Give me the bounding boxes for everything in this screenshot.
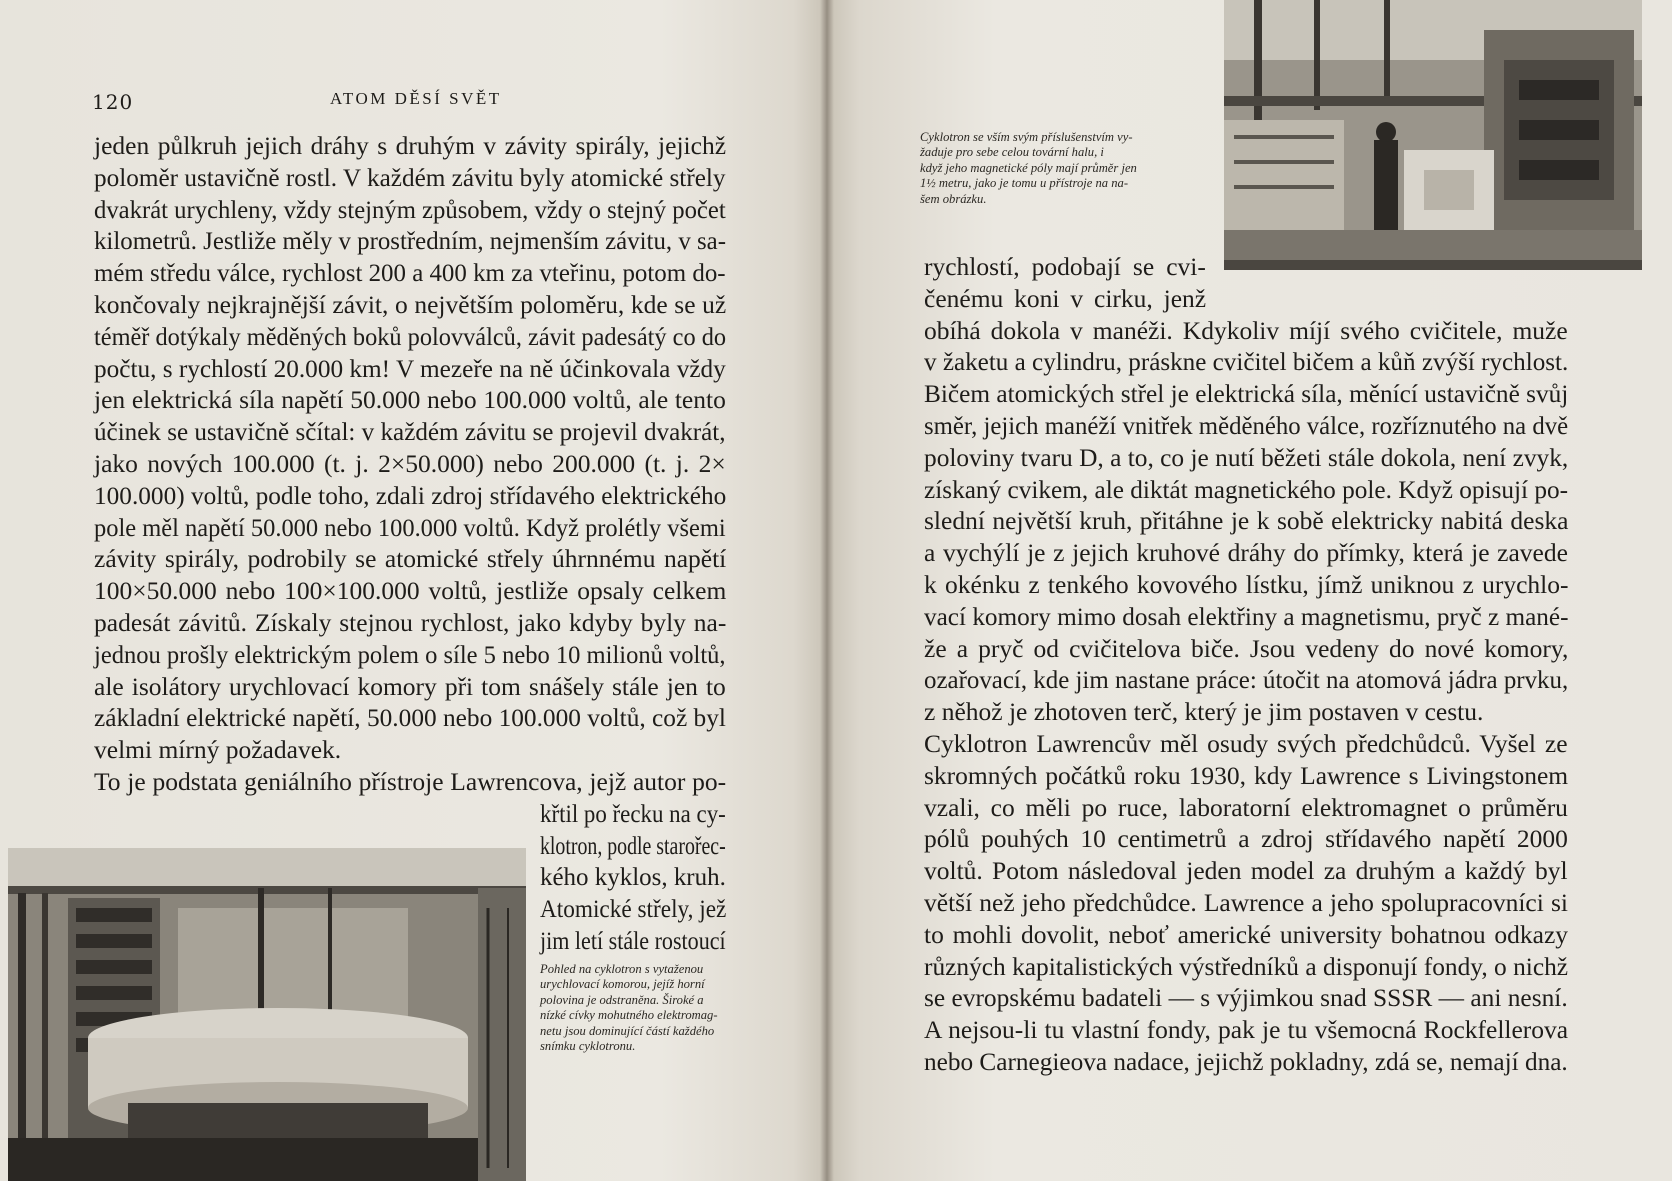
text-line: velmi mírný požadavek. xyxy=(94,735,342,765)
text-line: dvakrát urychleny, vždy stejným způsobem, vždy o stejný počet xyxy=(94,194,726,224)
text-line: získaný cvikem, ale diktát magnetického pole. Když opisují po- xyxy=(924,474,1569,504)
text-line: padesát závitů. Získaly stejnou rychlost, jako kdyby byly na- xyxy=(94,608,727,637)
text-line: směr, jejich manéží vnitřek měděného válce, rozříznutého na dvě xyxy=(924,411,1569,440)
text-line: k okénku z tenkého kovového lístku, jímž uniknou z urychlo- xyxy=(924,570,1569,599)
cyclotron-hall-photo xyxy=(1224,0,1642,270)
book-gutter xyxy=(820,0,834,1181)
text-line: jeden půlkruh jejich dráhy s druhým v závity spirály, jejichž xyxy=(94,131,727,160)
text-line: různých kapitalistických výstředníků a disponují fondy, o nichž xyxy=(924,951,1569,981)
text-line: jen elektrická síla napětí 50.000 nebo 100.000 voltů, ale tento xyxy=(94,385,726,415)
photo-caption xyxy=(540,962,718,1054)
text-line: poloviny tvaru D, a to, co je nutí běžeti stále dokola, není zvyk, xyxy=(924,442,1569,472)
text-line: v žaketu a cylindru, práskne cvičitel bičem a kůň zvýší rychlost. xyxy=(924,347,1569,377)
caption-line: žaduje pro sebe celou tovární halu, i xyxy=(920,145,1104,160)
text-line: Atomické střely, jež xyxy=(540,894,727,924)
text-line: poloměr ustavičně rostl. V každém závitu byly atomické střely xyxy=(94,162,726,192)
page-number: 120 xyxy=(92,90,134,114)
text-line: rychlostí, podobají se cvi- xyxy=(924,252,1206,281)
text-line: základní elektrické napětí, 50.000 nebo 100.000 voltů, což byl xyxy=(94,703,726,733)
text-line: obíhá dokola v manéži. Kdykoliv míjí svého cvičitele, muže xyxy=(924,315,1568,345)
text-line: ozařovací, kde jim nastane práce: útočit na atomová jádra prvku, xyxy=(924,665,1569,695)
text-line: jednou prošly elektrickým polem o síle 5 nebo 10 milionů voltů, xyxy=(94,639,726,669)
text-line: skromných počátků roku 1930, kdy Lawrence s Livingstonem xyxy=(924,760,1569,790)
text-line: kého kyklos, kruh. xyxy=(540,862,726,892)
text-line: čenému koni v cirku, jenž xyxy=(924,283,1207,313)
text-line: závity spirály, podrobily se atomické střely úhrnnému napětí xyxy=(94,544,727,574)
text-line: 100×50.000 nebo 100×100.000 voltů, jestliže opsaly celkem xyxy=(94,576,727,606)
left-page xyxy=(0,0,826,1181)
text-line: A nejsou-li tu vlastní fondy, pak je tu všemocná Rockfellerova xyxy=(924,1015,1569,1045)
text-line: téměř dotýkaly měděných boků polovválců, závit padesátý co do xyxy=(94,321,727,351)
caption-line: když jeho magnetické póly mají průměr jen xyxy=(920,160,1137,175)
text-line: to mohli dovolit, neboť americké university bohatnou odkazy xyxy=(924,919,1569,949)
text-line: vací komory mimo dosah elektřiny a magnetismu, pryč z mané- xyxy=(924,601,1569,631)
text-line: klotron, podle starořec- xyxy=(540,830,726,860)
text-line: 100.000) voltů, podle toho, zdali zdroj střídavého elektrického xyxy=(94,480,727,510)
text-line: pole měl napětí 50.000 nebo 100.000 voltů. Když prolétly všemi xyxy=(94,512,726,542)
text-line: a vychýlí je z jejich kruhové dráhy do přímky, která je zavede xyxy=(924,538,1568,568)
text-line: větší než jeho předchůdce. Lawrence a jeho spolupracovníci si xyxy=(924,888,1568,917)
text-line: počtu, s rychlostí 20.000 km! V mezeře na ně účinkovala vždy xyxy=(94,353,726,383)
caption-line: polovina je odstraněna. Široké a xyxy=(540,992,704,1007)
cyclotron-chamber-photo xyxy=(8,848,526,1181)
text-line: voltů. Potom následoval jeden model za druhým a každý byl xyxy=(924,856,1568,886)
caption-line: netu jsou dominující částí každého xyxy=(540,1023,715,1038)
text-line: že a pryč od cvičitelova biče. Jsou vedeny do nové komory, xyxy=(924,633,1569,663)
text-line: jim letí stále rostoucí xyxy=(540,926,726,955)
text-line: ale isolátory urychlovací komory při tom snášely stále jen to xyxy=(94,671,726,701)
caption-line: urychlovací komorou, jejíž horní xyxy=(540,977,705,992)
caption-line: šem obrázku. xyxy=(920,191,987,206)
text-line: slední největší kruh, přitáhne je k sobě elektricky nabitá deska xyxy=(924,506,1569,536)
text-line: mém středu válce, rychlost 200 a 400 km za vteřinu, potom do- xyxy=(94,258,726,288)
caption-line: Cyklotron se vším svým příslušenstvím vy- xyxy=(920,130,1133,144)
text-line: se evropskému badateli — s výjimkou snad SSSR — ani nesní. xyxy=(924,983,1568,1013)
text-line: vzali, co měli po ruce, laboratorní elektromagnet o průměru xyxy=(924,792,1568,822)
caption-line: 1½ metru, jako je tomu u přístroje na na- xyxy=(920,176,1129,191)
text-line: Bičem atomických střel je elektrická síla, měnící ustavičně svůj xyxy=(924,379,1569,409)
text-line: křtil po řecku na cy- xyxy=(540,798,726,828)
text-line: nebo Carnegieova nadace, jejichž pokladny, zdá se, nemají dna. xyxy=(924,1047,1568,1076)
running-head: ATOM DĚSÍ SVĚT xyxy=(330,89,502,108)
text-line: účinek se ustavičně sčítal: v každém závitu se projevil dvakrát, xyxy=(94,417,726,447)
text-line: To je podstata geniálního přístroje Lawrencova, jejž autor po- xyxy=(94,767,727,796)
text-line: z něhož je zhotoven terč, který je jim postaven v cestu. xyxy=(924,697,1484,727)
text-line: kilometrů. Jestliže měly v prostředním, nejmenším závitu, v sa- xyxy=(94,226,726,256)
text-line: Cyklotron Lawrencův měl osudy svých předchůdců. Vyšel ze xyxy=(924,729,1568,758)
text-line: končovaly nejkrajnější závit, o největším poloměru, kde se už xyxy=(94,290,727,319)
caption-line: snímku cyklotronu. xyxy=(540,1039,636,1054)
text-line: jako nových 100.000 (t. j. 2×50.000) nebo 200.000 (t. j. 2× xyxy=(94,449,726,478)
text-line: pólů pouhých 10 centimetrů a zdroj střídavého napětí 2000 xyxy=(924,824,1568,854)
caption-line: Pohled na cyklotron s vytaženou xyxy=(540,962,704,976)
photo-caption xyxy=(920,130,1137,207)
caption-line: nízké cívky mohutného elektromag- xyxy=(540,1008,718,1023)
